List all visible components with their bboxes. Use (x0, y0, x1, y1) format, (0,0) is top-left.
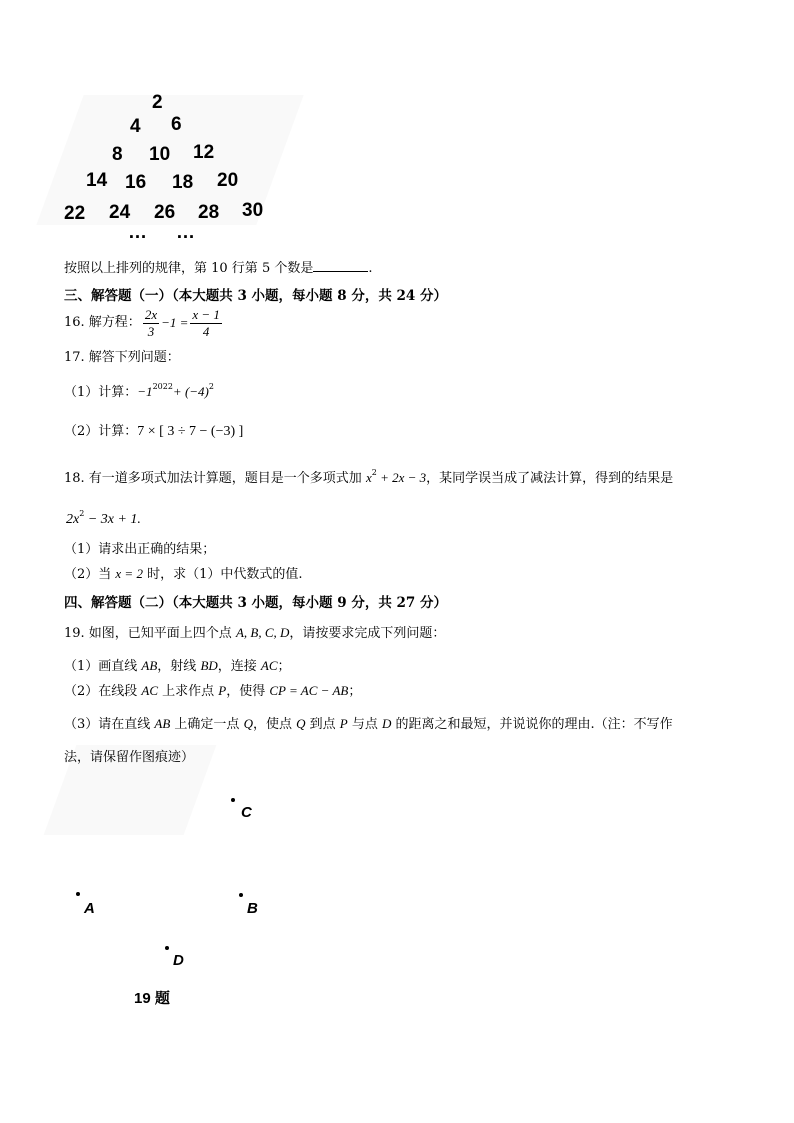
q17-p1-label: （1）计算： (64, 385, 138, 400)
q19-p3-f: 的距离之和最短，并说说你的理由.（注：不写作 (391, 717, 673, 732)
q19-p1-ac: AC (260, 658, 278, 673)
point-c-label: C (241, 804, 252, 821)
q18-part2 (64, 566, 303, 583)
q15-end: . (368, 261, 373, 276)
q16-minus-one: −1 = (161, 315, 189, 330)
q19-p3-d: 到点 (305, 717, 340, 732)
figure-caption: 19 题 (134, 990, 170, 1007)
q19-p2-a: （2）在线段 (64, 684, 142, 699)
q19-part3 (64, 716, 673, 733)
point-b-label: B (247, 900, 258, 917)
point-b-dot (239, 893, 243, 897)
q17-part2 (64, 424, 243, 440)
triangle-cell: 28 (198, 202, 220, 223)
point-a-label: A (84, 900, 95, 917)
q19-p3-e: 与点 (347, 717, 382, 732)
q19-p3-q: Q (243, 716, 253, 731)
point-a-dot (76, 892, 80, 896)
q16-rhs-fraction (190, 307, 222, 340)
q19-p2-ac: AC (141, 683, 159, 698)
q18-text-c: ，某同学误当成了减法计算，得到的结果是 (426, 471, 674, 486)
q18-line1 (64, 470, 673, 488)
q19-p1-b: ，射线 (157, 659, 201, 674)
q19-p1-a: （1）画直线 (64, 659, 142, 674)
answer-blank (313, 259, 368, 272)
triangle-cell: 2 (152, 92, 163, 113)
q18-result-a: 2x (66, 512, 80, 527)
triangle-ellipsis: … (176, 222, 195, 243)
point-d-dot (165, 946, 169, 950)
q17-p2-expression: 7 × [ 3 ÷ 7 − (−3) ] (137, 424, 244, 439)
triangle-cell: 22 (64, 203, 86, 224)
triangle-cell: 24 (109, 202, 131, 223)
triangle-cell: 12 (193, 142, 215, 163)
q19-intro-a: 19. 如图，已知平面上四个点 (64, 626, 236, 641)
point-d-label: D (173, 952, 184, 969)
q18-result-exponent: 2 (79, 509, 85, 518)
q15-question (64, 259, 372, 277)
q19-p3-b: 上确定一点 (170, 717, 244, 732)
section-4-title: 四、解答题（二）（本大题共 3 小题，每小题 9 分，共 27 分） (64, 595, 448, 611)
q19-p3-c: ，使点 (252, 717, 297, 732)
triangle-cell: 30 (242, 200, 264, 221)
q17-p1-rest: + (−4) (172, 384, 209, 399)
triangle-cell: 6 (171, 114, 182, 135)
triangle-cell: 18 (172, 172, 194, 193)
q19-p3-a: （3）请在直线 (64, 717, 155, 732)
point-c-dot (231, 798, 235, 802)
q15-text: 按照以上排列的规律，第 10 行第 5 个数是 (64, 261, 314, 276)
triangle-cell: 16 (125, 172, 147, 193)
q18-p2-math: x = 2 (115, 566, 143, 581)
q17-p2-label: （2）计算： (64, 424, 138, 439)
q19-p3-dd: D (381, 716, 392, 731)
q19-p1-d: ； (277, 659, 291, 674)
q19-part3-line2: 法，请保留作图痕迹） (64, 750, 195, 765)
q16-rhs-denominator: 4 (202, 323, 210, 339)
q18-p2-a: （2）当 (64, 567, 116, 582)
q18-line2 (66, 511, 141, 529)
q18-text-a: 18. 有一道多项式加法计算题，题目是一个多项式加 (64, 471, 366, 486)
q16-lhs-fraction (143, 307, 159, 340)
triangle-cell: 8 (112, 144, 123, 165)
triangle-cell: 10 (149, 144, 171, 165)
q19-p2-b: 上求作点 (158, 684, 219, 699)
q19-part2 (64, 683, 361, 700)
triangle-cell: 26 (154, 202, 176, 223)
triangle-cell: 14 (86, 170, 108, 191)
q17-p1-exponent: 2022 (152, 382, 173, 391)
q17-part1 (64, 384, 214, 402)
q18-poly: + 2x − 3 (376, 470, 427, 485)
q19-p3-p: P (339, 716, 348, 731)
section-3-title: 三、解答题（一）（本大题共 3 小题，每小题 8 分，共 24 分） (64, 288, 448, 304)
q19-intro (64, 625, 445, 642)
q16-lhs-numerator: 2x (144, 306, 158, 322)
q19-p2-d: ； (348, 684, 362, 699)
q19-part1 (64, 658, 291, 675)
triangle-ellipsis: … (128, 222, 147, 243)
q19-p1-ab: AB (141, 658, 158, 673)
q19-p2-c: ，使得 (226, 684, 270, 699)
q18-part1: （1）请求出正确的结果； (64, 542, 216, 557)
q19-intro-math: A, B, C, D (235, 625, 290, 640)
q16-lhs-denominator: 3 (147, 323, 155, 339)
q19-p2-p: P (218, 683, 227, 698)
q19-intro-b: ，请按要求完成下列问题： (289, 626, 446, 641)
q18-p2-b: 时，求（1）中代数式的值. (142, 567, 303, 582)
q18-exponent: 2 (371, 468, 377, 477)
q17-p1-base: −1 (137, 384, 153, 399)
q17-label: 17. 解答下列问题： (64, 350, 180, 365)
triangle-cell: 20 (217, 170, 239, 191)
q19-p1-c: ，连接 (217, 659, 261, 674)
triangle-cell: 4 (130, 116, 141, 137)
q19-p1-bd: BD (200, 658, 218, 673)
q16 (64, 305, 224, 341)
q19-p2-eq: CP = AC − AB (269, 683, 349, 698)
q18-result-b: − 3x + 1. (84, 512, 141, 527)
q19-p3-q2: Q (296, 716, 306, 731)
q16-label: 16. 解方程： (64, 315, 141, 330)
q17-p1-exponent2: 2 (208, 382, 214, 391)
q16-rhs-numerator: x − 1 (192, 306, 220, 322)
q19-p3-ab: AB (154, 716, 171, 731)
q18-x: x (365, 470, 372, 485)
